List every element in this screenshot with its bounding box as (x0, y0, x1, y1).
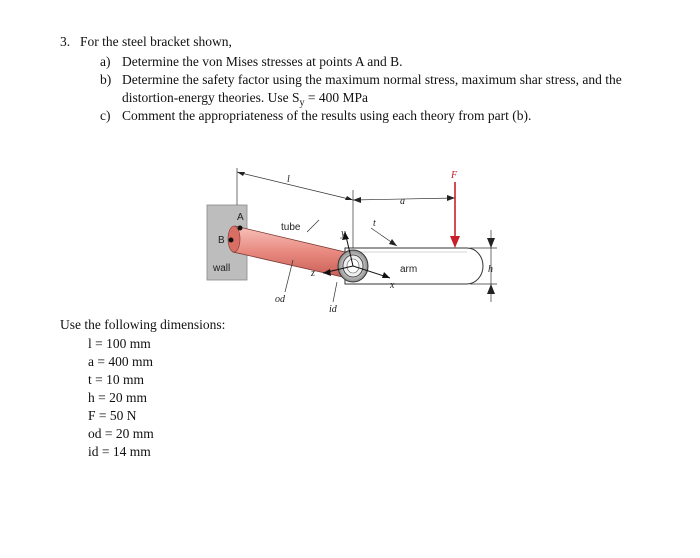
arm-label: arm (400, 264, 418, 275)
axis-x-label: x (390, 280, 395, 291)
point-b-dot (229, 238, 234, 243)
part-b-text2-sub: y (299, 97, 305, 109)
bracket-figure (195, 160, 515, 320)
dim-l-line (237, 172, 353, 200)
part-b-text2-post: = 400 MPa (304, 90, 368, 105)
point-b-label: B (218, 235, 225, 246)
dimensions-heading: Use the following dimensions: (60, 317, 226, 332)
dimension-item: id = 14 mm (88, 444, 151, 459)
point-a-label: A (237, 212, 244, 223)
point-a-dot (238, 226, 243, 231)
dimension-item: h = 20 mm (88, 390, 147, 405)
dim-a-label: a (400, 196, 405, 207)
part-b-text2-pre: distortion-energy theories. Use S (122, 90, 300, 105)
dim-l-label: l (287, 174, 290, 185)
dim-t-label: t (373, 218, 376, 229)
part-c-text: Comment the appropriateness of the results using each theory from part (b). (122, 108, 532, 123)
id-leader (333, 282, 337, 302)
part-b-text: Determine the safety factor using the maximum normal stress, maximum shar stress, and the (122, 72, 622, 87)
dim-l-arrow-left (237, 172, 245, 176)
axis-z-label: z (311, 268, 315, 279)
part-a-label: a) (100, 54, 111, 69)
problem-intro: For the steel bracket shown, (80, 34, 232, 49)
dimension-item: l = 100 mm (88, 336, 151, 351)
dimension-item: a = 400 mm (88, 354, 153, 369)
force-f-label: F (451, 170, 458, 181)
dim-h-label: h (488, 264, 493, 275)
dimension-item: t = 10 mm (88, 372, 144, 387)
part-b-label: b) (100, 72, 112, 87)
tube-label: tube (281, 222, 301, 233)
tube-leader (307, 220, 319, 232)
dim-h-arrow-top (487, 238, 495, 248)
wall-label: wall (213, 263, 231, 274)
part-a-text: Determine the von Mises stresses at points A and B. (122, 54, 403, 69)
id-label: id (329, 304, 337, 315)
dimension-item: od = 20 mm (88, 426, 154, 441)
dim-t-arrow (389, 239, 397, 246)
axis-y-label: y (341, 228, 346, 239)
od-label: od (275, 294, 285, 305)
dim-a-arrow-right (447, 195, 455, 201)
dim-h-arrow-bottom (487, 284, 495, 294)
force-f-arrow (450, 236, 460, 248)
problem-number: 3. (60, 34, 71, 49)
dim-l-arrow-right (345, 196, 353, 200)
dim-a-arrow-left (353, 197, 361, 203)
part-c-label: c) (100, 108, 111, 123)
dimension-item: F = 50 N (88, 408, 137, 423)
